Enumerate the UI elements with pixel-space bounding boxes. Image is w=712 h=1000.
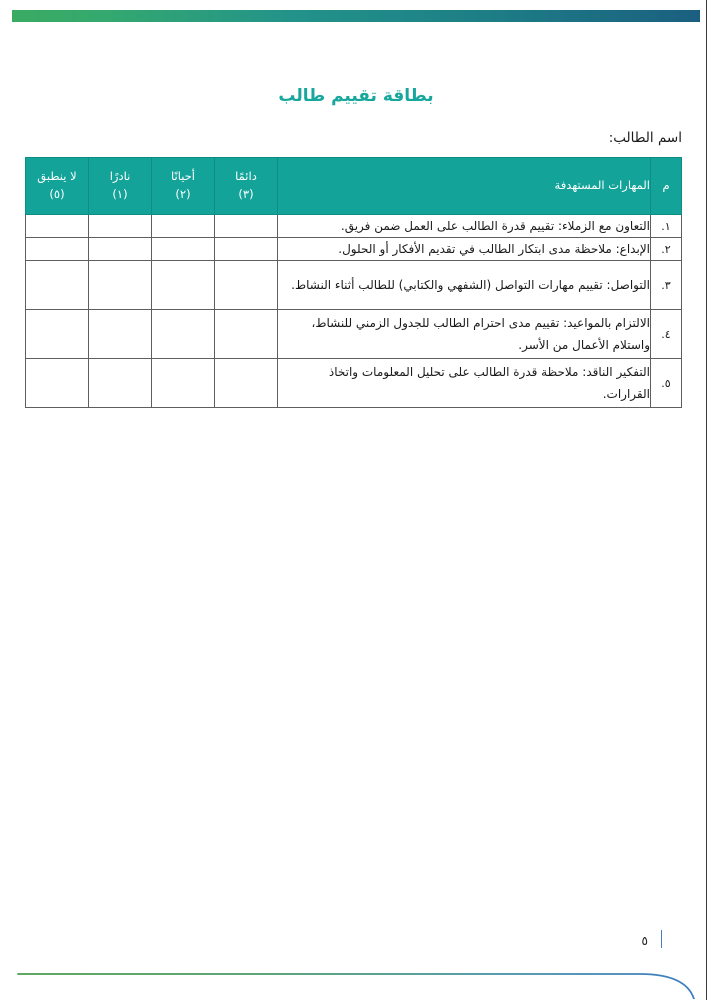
bottom-rule-svg <box>10 965 702 999</box>
header-skills-column: المهارات المستهدفة <box>278 158 651 215</box>
header-rating-rarely <box>89 158 152 215</box>
row-number: ٣. <box>651 261 682 310</box>
rating-score-not-applicable: (٥) <box>49 187 65 201</box>
rating-cell-rarely[interactable] <box>89 310 152 359</box>
rating-cell-not-applicable[interactable] <box>26 215 89 238</box>
table-row <box>26 261 682 310</box>
header-rating-always <box>215 158 278 215</box>
rating-cell-rarely[interactable] <box>89 238 152 261</box>
rating-cell-sometimes[interactable] <box>152 310 215 359</box>
rating-label-always: دائمًا <box>235 169 257 184</box>
table-row <box>26 359 682 408</box>
page-number: ٥ <box>641 934 648 948</box>
row-skill-text: التعاون مع الزملاء: تقييم قدرة الطالب على العمل ضمن فريق. <box>278 215 651 238</box>
row-number: ٢. <box>651 238 682 261</box>
rating-cell-not-applicable[interactable] <box>26 359 89 408</box>
row-number: ٤. <box>651 310 682 359</box>
header-rating-not-applicable <box>26 158 89 215</box>
row-number: ٥. <box>651 359 682 408</box>
rating-cell-sometimes[interactable] <box>152 238 215 261</box>
page-edge-rule <box>706 0 707 1000</box>
row-skill-text: التفكير الناقد: ملاحظة قدرة الطالب على تحليل المعلومات واتخاذ القرارات. <box>278 359 651 408</box>
student-name-label: اسم الطالب: <box>608 130 682 146</box>
rating-cell-always[interactable] <box>215 359 278 408</box>
table-row <box>26 215 682 238</box>
top-decorative-bar <box>12 10 700 22</box>
rating-cell-rarely[interactable] <box>89 215 152 238</box>
rating-cell-always[interactable] <box>215 310 278 359</box>
rating-label-rarely: نادرًا <box>109 169 131 184</box>
rating-cell-sometimes[interactable] <box>152 215 215 238</box>
rating-cell-always[interactable] <box>215 238 278 261</box>
rating-cell-sometimes[interactable] <box>152 359 215 408</box>
header-rating-sometimes <box>152 158 215 215</box>
table-row <box>26 310 682 359</box>
rating-cell-not-applicable[interactable] <box>26 238 89 261</box>
row-skill-text: التواصل: تقييم مهارات التواصل (الشفهي والكتابي) للطالب أثناء النشاط. <box>278 261 651 310</box>
rating-score-rarely: (١) <box>112 187 128 201</box>
row-number: ١. <box>651 215 682 238</box>
rating-cell-rarely[interactable] <box>89 359 152 408</box>
rating-score-always: (٣) <box>238 187 254 201</box>
rating-cell-not-applicable[interactable] <box>26 310 89 359</box>
row-skill-text: الإبداع: ملاحظة مدى ابتكار الطالب في تقديم الأفكار أو الحلول. <box>278 238 651 261</box>
rating-cell-sometimes[interactable] <box>152 261 215 310</box>
row-skill-text: الالتزام بالمواعيد: تقييم مدى احترام الطالب للجدول الزمني للنشاط، واستلام الأعمال من الأسر. <box>278 310 651 359</box>
rating-label-sometimes: أحيانًا <box>171 169 195 184</box>
page-number-accent-bar <box>661 930 663 948</box>
rating-cell-rarely[interactable] <box>89 261 152 310</box>
rating-cell-always[interactable] <box>215 215 278 238</box>
bottom-decorative-rule <box>10 965 702 999</box>
header-number-column: م <box>651 158 682 215</box>
page-title: بطاقة تقييم طالب <box>278 86 434 106</box>
table-row <box>26 238 682 261</box>
assessment-rubric-table <box>25 157 682 408</box>
rating-cell-not-applicable[interactable] <box>26 261 89 310</box>
rating-label-not-applicable: لا ينطبق <box>37 169 77 184</box>
assessment-table-container <box>30 157 682 408</box>
table-header-row <box>26 158 682 215</box>
table-body <box>26 215 682 408</box>
table-header <box>26 158 682 215</box>
rating-cell-always[interactable] <box>215 261 278 310</box>
rating-score-sometimes: (٢) <box>175 187 191 201</box>
